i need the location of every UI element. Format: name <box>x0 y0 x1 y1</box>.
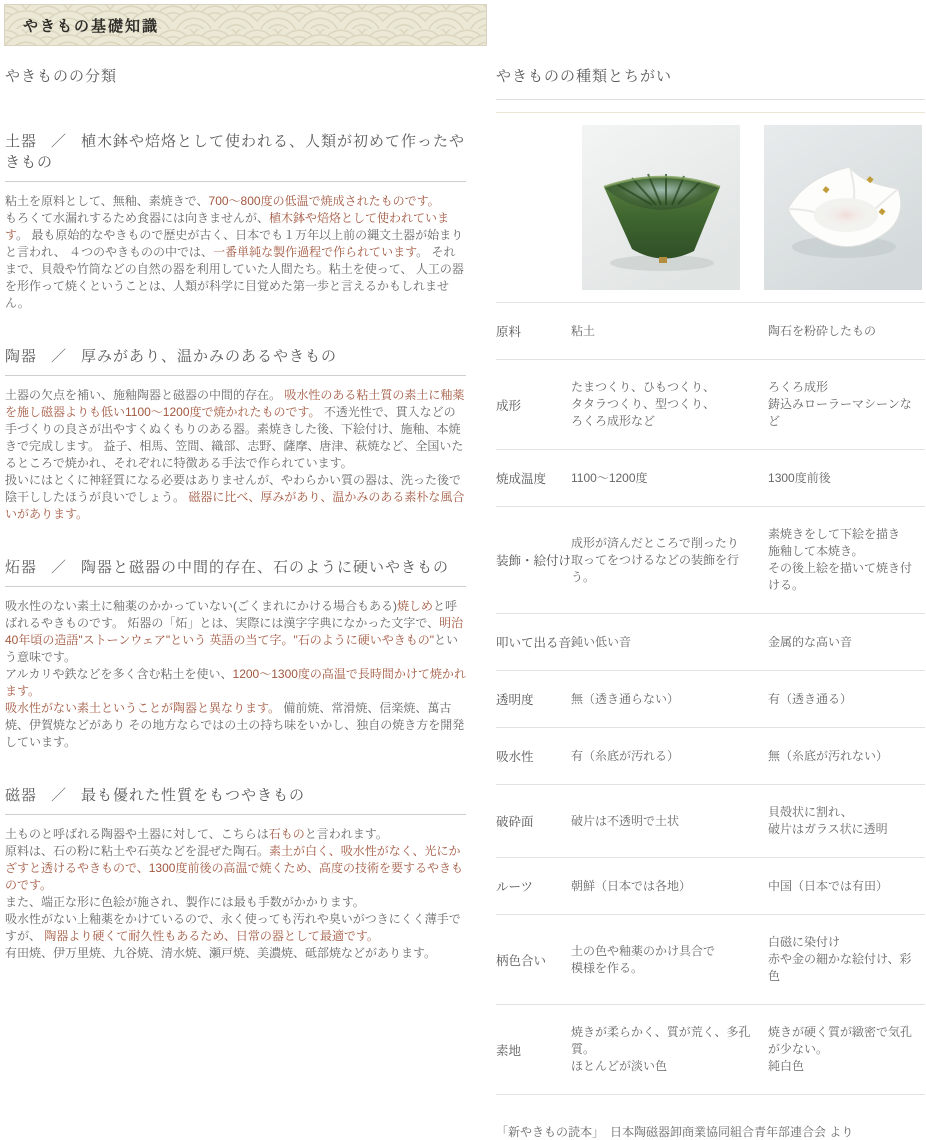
touki-cell: 鈍い低い音 <box>571 634 632 649</box>
touki-cell: 土の色や釉薬のかけ具合で 模様を作る。 <box>571 943 716 975</box>
page-title: やきもの基礎知識 <box>23 18 160 35</box>
jiki-cell: 1300度前後 <box>768 470 831 485</box>
row-label: 原料 <box>496 325 522 339</box>
table-row-oto <box>496 614 925 671</box>
row-label: 吸水性 <box>496 750 534 764</box>
section-subtitle: 最も優れた性質をもつやきもの <box>81 787 306 804</box>
row-label: 素地 <box>496 1043 522 1058</box>
touki-cell: たまつくり、ひもつくり、 タタラつくり、型つくり、 ろくろ成形など <box>571 380 716 428</box>
section-subtitle: 植木鉢や焙烙として使われる、人類が初めて作ったやきもの <box>5 133 466 171</box>
section-heading <box>5 345 466 376</box>
white-porcelain-dish-photo <box>764 125 922 290</box>
table-row-soshoku <box>496 507 925 614</box>
row-label: 成形 <box>496 398 522 413</box>
table-row-shosei-ondo <box>496 450 925 507</box>
section-term: 炻器 <box>5 559 38 576</box>
touki-cell: 1100～1200度 <box>571 470 648 485</box>
table-row-tomeido <box>496 671 925 728</box>
section-jiki <box>5 784 466 962</box>
section-sekki <box>5 556 466 751</box>
table-row-roots <box>496 858 925 915</box>
section-body: 粘土を原料として、無釉、素焼きで、700～800度の低温で焼成されたものです。 もろくて水漏れするため食器には向きませんが、植木鉢や焙烙として使われています。 最も原始的なやきもので歴史が古く、日本でも１万年以上前の縄文土器が始まりと言われ、 ４つのやきものの中では、一番単純な製作過程で作られています。 それまで、貝殻や竹筒などの自然の器を利用していた人間たち。粘土を使って、 人工の器を形作って焼くということは、人類が科学に目覚めた第一歩と言えるかもしれません。 <box>5 194 464 310</box>
row-label: 装飾・絵付け <box>496 554 572 568</box>
touki-cell: 朝鮮（日本では各地） <box>571 878 692 893</box>
table-row-kyusui <box>496 728 925 785</box>
section-term: 陶器 <box>5 348 38 365</box>
jiki-cell: ろくろ成形 鋳込みローラーマシーンなど <box>768 380 912 428</box>
section-separator: ／ <box>51 348 68 365</box>
table-row-hasaimen <box>496 785 925 858</box>
section-doki <box>5 130 466 312</box>
jiki-cell: 中国（日本では有田） <box>768 878 889 893</box>
section-term: 磁器 <box>5 787 38 804</box>
page-banner <box>4 4 487 46</box>
section-separator: ／ <box>51 787 68 804</box>
touki-cell: 無（透き通らない） <box>571 691 680 706</box>
jiki-cell: 金属的な高い音 <box>768 634 853 649</box>
row-label: 焼成温度 <box>496 472 547 486</box>
row-label: 柄色合い <box>496 953 547 968</box>
touki-cell: 成形が済んだところで削ったり 取ってをつけるなどの装飾を行う。 <box>571 535 740 584</box>
row-label: 透明度 <box>496 693 534 707</box>
jiki-cell: 貝殻状に割れ、 破片はガラス状に透明 <box>768 805 888 836</box>
table-row-kiji <box>496 1005 925 1095</box>
section-heading <box>5 784 466 815</box>
jiki-cell: 有（透き通る） <box>768 691 853 706</box>
section-subtitle: 陶器と磁器の中間的存在、石のように硬いやきもの <box>81 559 450 576</box>
section-separator: ／ <box>51 559 68 576</box>
touki-cell: 破片は不透明で土状 <box>571 813 680 828</box>
row-label: ルーツ <box>496 880 534 894</box>
source-note: 「新やきもの読本」 日本陶磁器卸商業協同組合青年部連合会 より <box>496 1125 854 1139</box>
section-subtitle: 厚みがあり、温かみのあるやきもの <box>81 348 338 365</box>
touki-cell: 有（糸底が汚れる） <box>571 748 680 763</box>
touki-cell: 焼きが柔らかく、質が荒く、多孔質。 ほとんどが淡い色 <box>571 1025 751 1073</box>
section-touki <box>5 345 466 523</box>
section-term: 土器 <box>5 133 38 150</box>
comparison-heading: やきものの種類とちがい <box>496 65 925 100</box>
section-body: 土器の欠点を補い、施釉陶器と磁器の中間的存在。 吸水性のある粘土質の素土に釉薬を施し磁器よりも低い1100～1200度で焼かれたものです。 不透光性で、貫入などの手づくりの良さが出やすくぬくもりのある器。素焼きした後、下絵付け、施釉、本焼きで完成します。 益子、相馬、笠間、織部、志野、薩摩、唐津、萩焼など、全国いたるところで焼かれ、それぞれに特徴ある手法で作られています。 扱いにはとくに神経質になる必要はありませんが、やわらかい質の器は、洗った後で陰干ししたほうが良いでしょう。 磁器に比べ、厚みがあり、温かみのある素朴な風合いがあります。 <box>5 388 465 521</box>
table-row-genryo <box>496 303 925 360</box>
table-row-seikei <box>496 360 925 450</box>
section-body: 土ものと呼ばれる陶器や土器に対して、こちらは石ものと言われます。 原料は、石の粉に粘土や石英などを混ぜた陶石。素土が白く、吸水性がなく、光にかざすと透けるやきもので、1300度前後の高温で焼くため、高度の技術を要するやきものです。 また、端正な形に色絵が施され、製作には最も手数がかかります。 吸水性がない上釉薬をかけているので、永く使っても汚れや臭いがつきにくく薄手ですが、 陶器より硬くて耐久性もあるため、日常の器として最適です。 有田焼、伊万里焼、九谷焼、清水焼、瀬戸焼、美濃焼、砥部焼などがあります。 <box>5 827 463 960</box>
jiki-cell: 素焼きをして下絵を描き 施釉して本焼き。 その後上絵を描いて焼き付ける。 <box>768 527 913 592</box>
jiki-cell: 白磁に染付け 赤や金の細かな絵付け、彩色 <box>768 935 912 983</box>
classification-heading: やきものの分類 <box>5 68 118 85</box>
example-photos <box>496 112 925 302</box>
row-label: 叩いて出る音 <box>496 636 572 650</box>
classification-column <box>4 46 466 962</box>
oribe-green-bowl-photo <box>582 125 740 290</box>
section-body: 吸水性のない素土に釉薬のかかっていない(ごくまれにかける場合もある)焼しめと呼ばれるやきものです。 炻器の「炻」とは、実際には漢字字典になかった文字で、明治40年頃の造語"ストーンウェア"という 英語の当て字。"石のように硬いやきもの"という意味です。 アルカリや鉄などを多く含む粘土を使い、1200～1300度の高温で長時間かけて焼かれます。 吸水性がない素土ということが陶器と異なります。 備前焼、常滑焼、信楽焼、萬古焼、伊賀焼などがあり その地方ならではの土の持ち味をいかし、独自の焼き方を開発しています。 <box>5 599 466 749</box>
jiki-cell: 無（糸底が汚れない） <box>768 748 889 763</box>
row-label: 破砕面 <box>496 815 534 829</box>
section-heading <box>5 130 466 182</box>
section-heading <box>5 556 466 587</box>
comparison-table <box>496 302 925 1095</box>
jiki-cell: 陶石を粉砕したもの <box>768 323 877 338</box>
comparison-column <box>496 46 925 1140</box>
table-row-gara <box>496 915 925 1005</box>
jiki-cell: 焼きが硬く質が緻密で気孔が少ない。 純白色 <box>768 1025 913 1073</box>
touki-cell: 粘土 <box>571 323 596 338</box>
section-separator: ／ <box>51 133 68 150</box>
